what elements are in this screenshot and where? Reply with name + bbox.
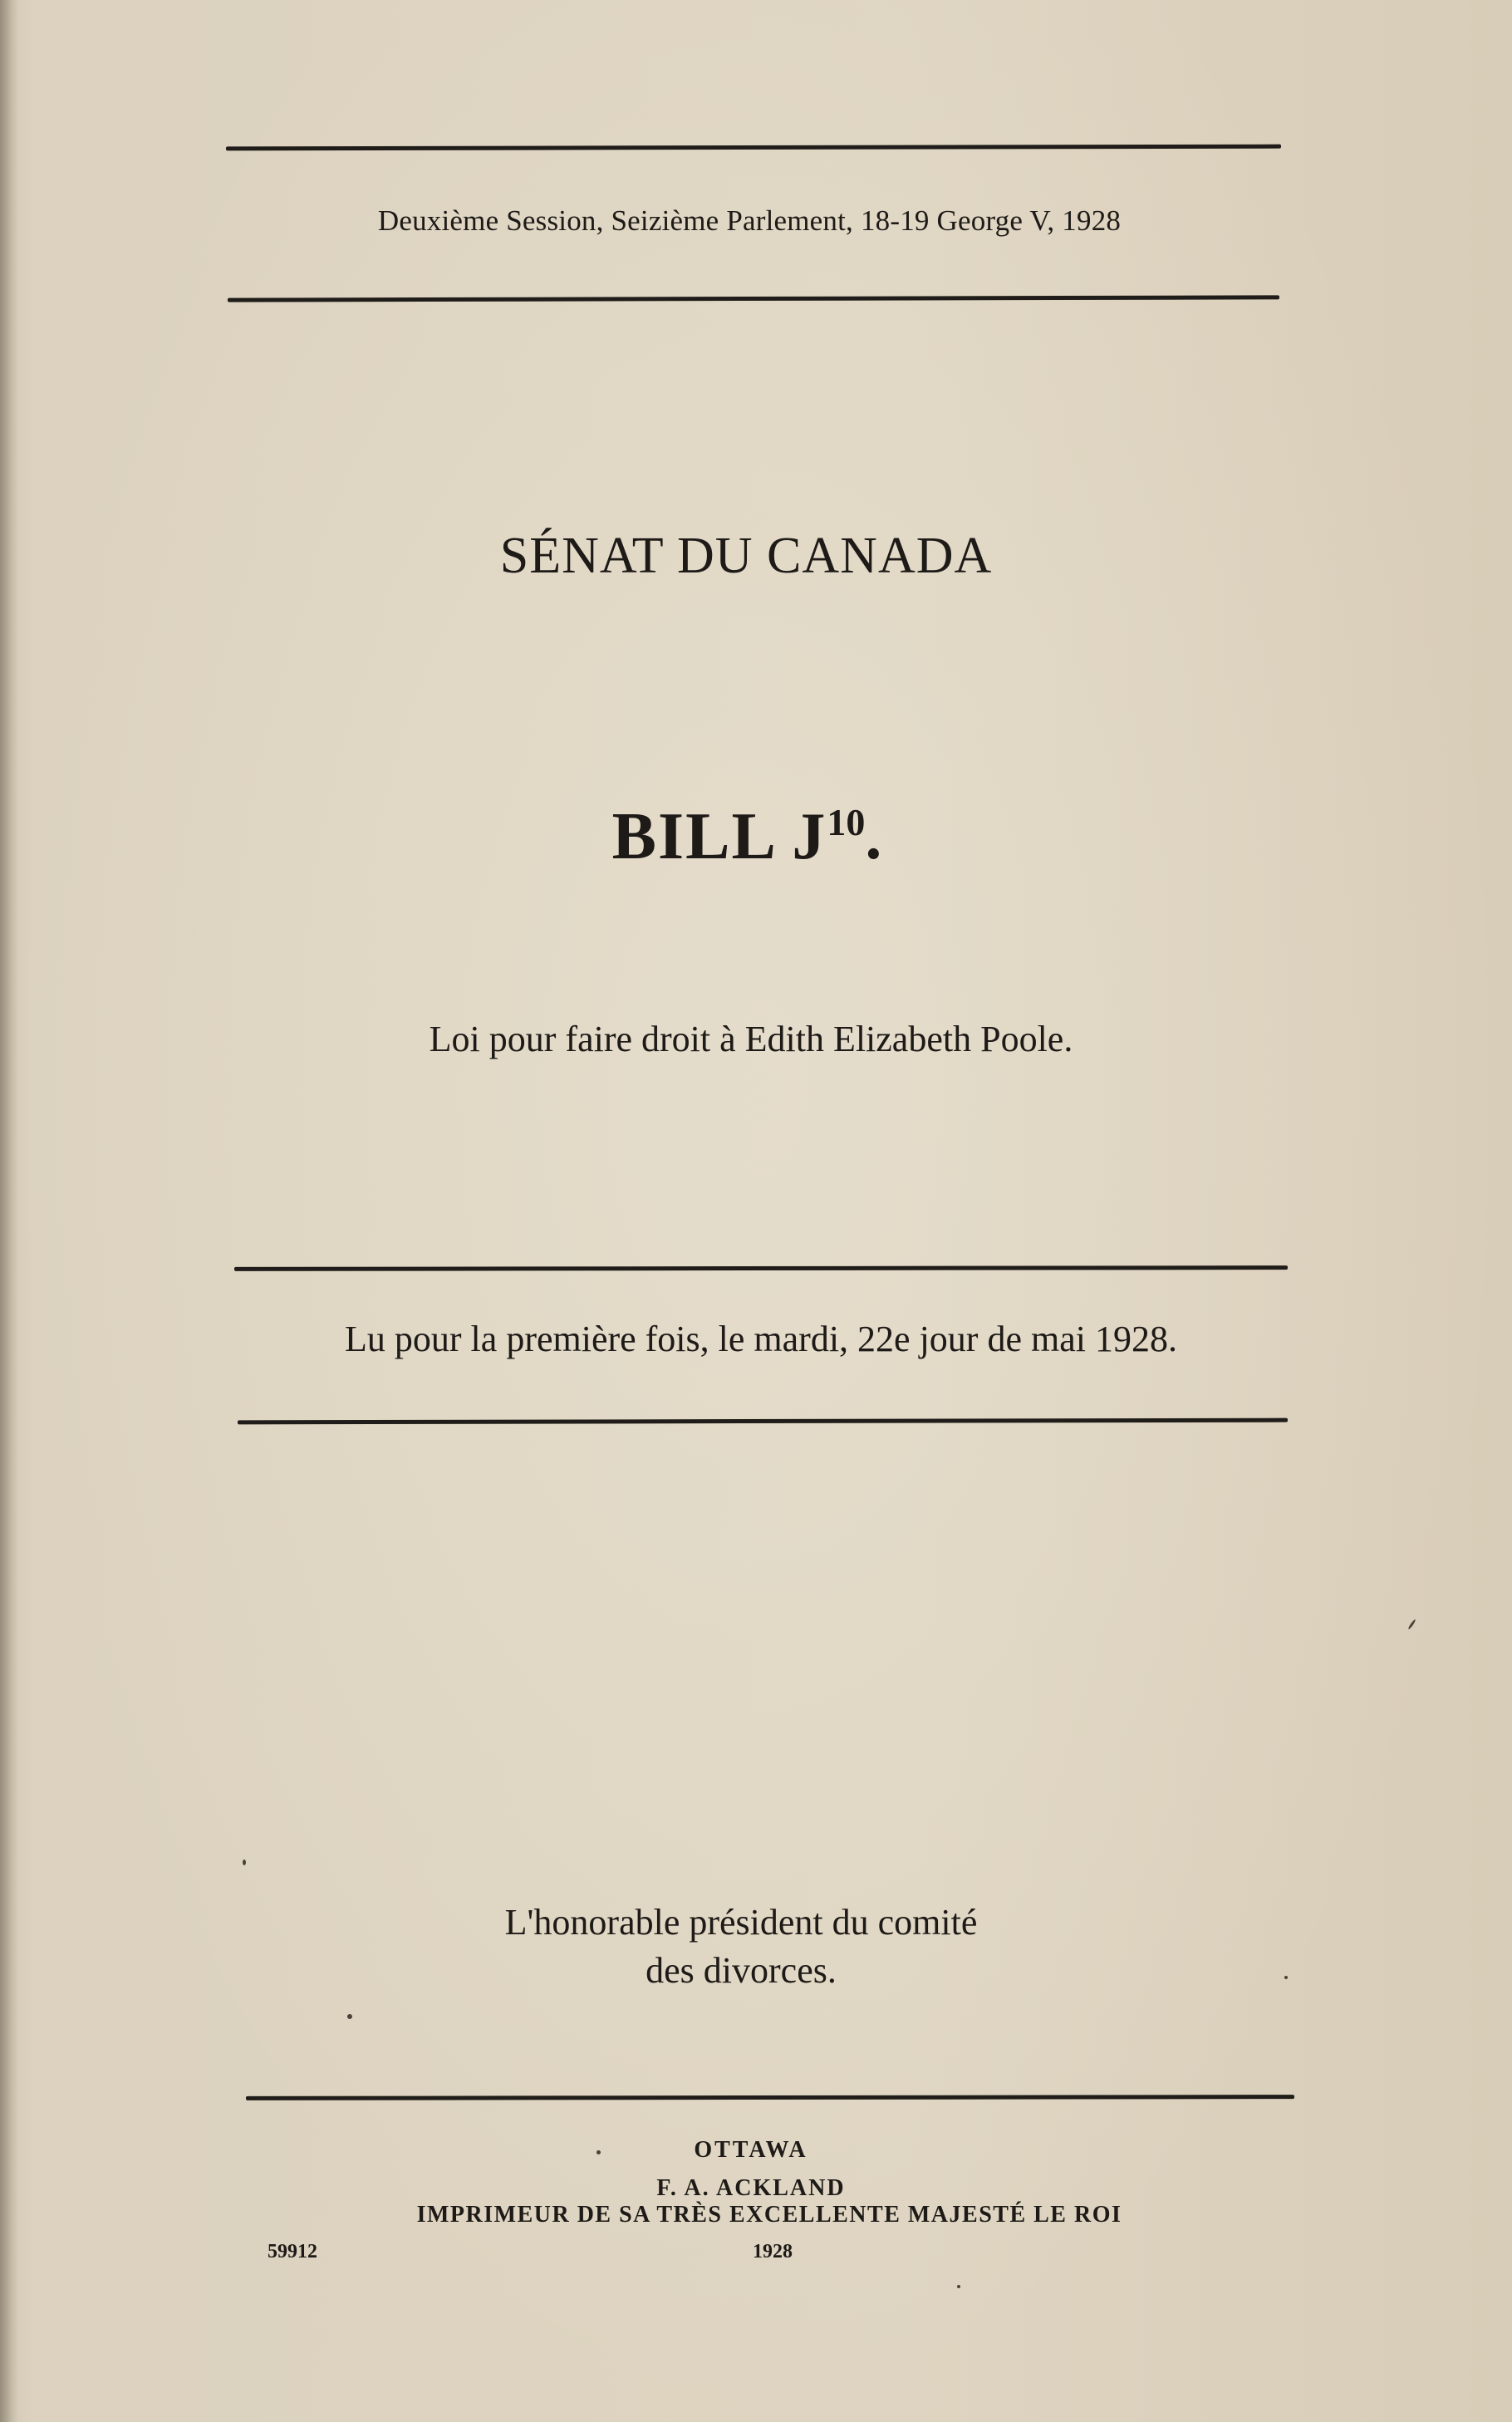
bill-title [0,799,1504,875]
sponsor-block [0,1899,1497,1995]
first-reading-line: Lu pour la première fois, le mardi, 22e jour de mai 1928. [345,1319,1177,1359]
imprint-printer-title: IMPRIMEUR DE SA TRÈS EXCELLENTE MAJESTÉ LE ROI [416,2202,1122,2228]
bill-label: BILL J [611,800,827,873]
paper-speck [1284,1976,1288,1979]
short-title: Loi pour faire droit à Edith Elizabeth Poole. [429,1019,1073,1059]
session-line: Deuxième Session, Seizième Parlement, 18-19 George V, 1928 [377,204,1122,237]
imprint-year: 1928 [753,2241,793,2262]
reading-rule-upper [234,1265,1288,1271]
paper-speck [347,2014,352,2019]
imprint-rule [246,2095,1294,2100]
bill-period: . [865,800,884,873]
paper-speck [957,2285,960,2288]
print-code: 59912 [268,2241,317,2262]
imprint-city: OTTAWA [694,2137,808,2163]
top-rule-upper [226,145,1281,151]
binding-shadow [0,0,18,2422]
imprint-printer: F. A. ACKLAND [656,2175,846,2201]
chamber-title: SÉNAT DU CANADA [499,528,993,584]
bill-number: 10 [827,801,866,843]
paper-speck [1407,1619,1416,1629]
top-rule-lower [228,295,1279,302]
reading-rule-lower [238,1418,1288,1425]
paper-speck [243,1859,246,1865]
sponsor-line-2: des divorces. [646,1950,837,1991]
paper-speck [596,2150,601,2154]
sponsor-line-1: L'honorable président du comité [504,1902,978,1943]
